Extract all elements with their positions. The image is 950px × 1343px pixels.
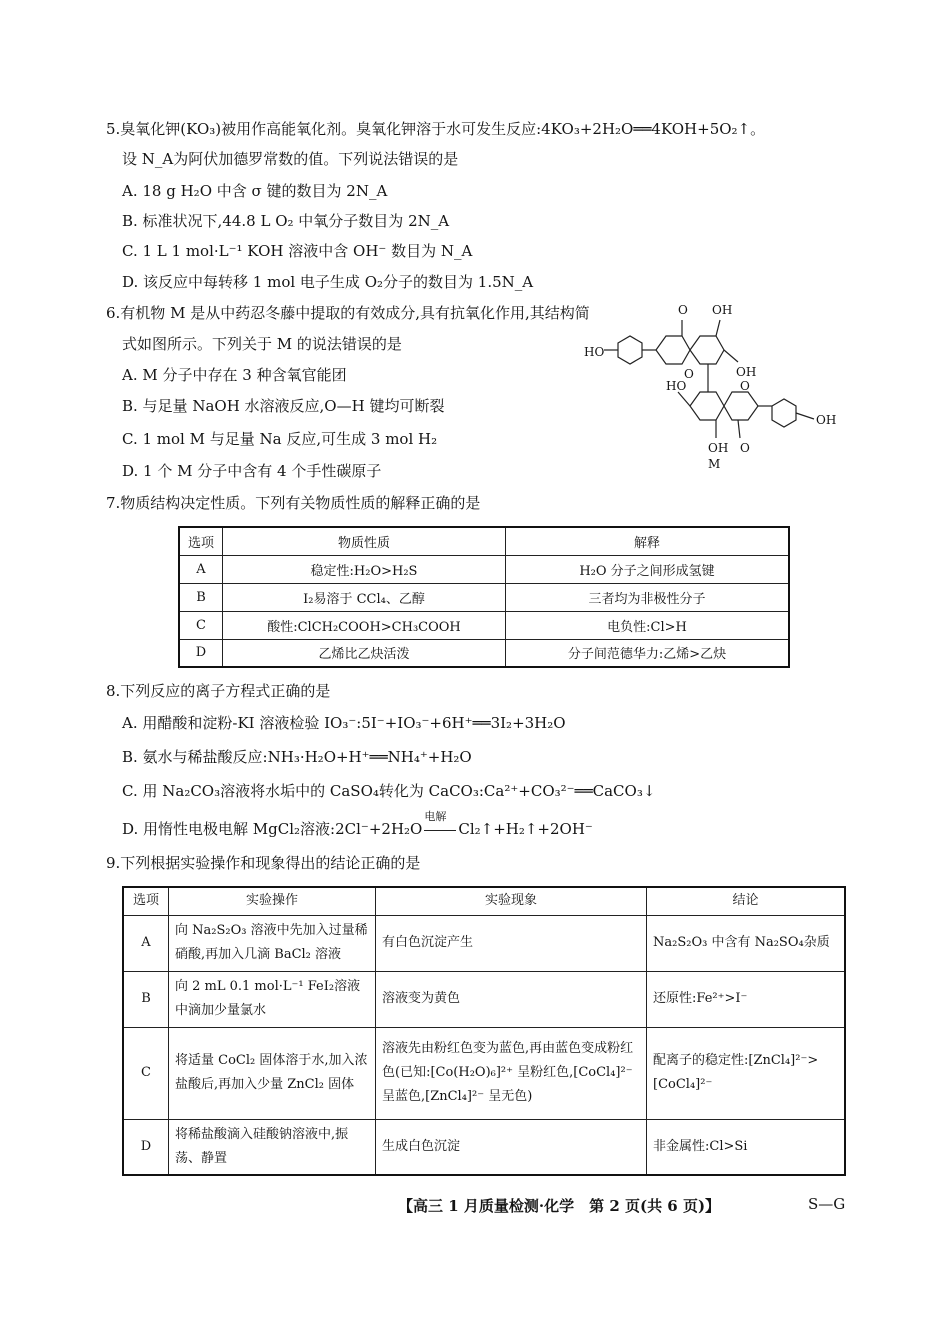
q9-header-conclusion: 结论 (647, 887, 846, 915)
struct-o-top: O (678, 303, 688, 317)
q7-cell: D (179, 639, 223, 667)
q9-cell: 溶液先由粉红色变为蓝色,再由蓝色变成粉红色(已知:[Co(H₂O)₆]²⁺ 呈粉红色,[CoCl₄]²⁻ 呈蓝色,[ZnCl₄]²⁻ 呈无色) (376, 1027, 647, 1119)
struct-oh-top: OH (712, 303, 733, 317)
struct-oh-mid: OH (736, 365, 757, 379)
q9-cell: 将适量 CoCl₂ 固体溶于水,加入浓盐酸后,再加入少量 ZnCl₂ 固体 (169, 1027, 376, 1119)
q7-cell: 酸性:ClCH₂COOH>CH₃COOH (223, 611, 506, 639)
q9-cell: 配离子的稳定性:[ZnCl₄]²⁻>[CoCl₄]²⁻ (647, 1027, 846, 1119)
q9-cell: 非金属性:Cl>Si (647, 1119, 846, 1175)
q8-option-a: A. 用醋酸和淀粉-KI 溶液检验 IO₃⁻:5I⁻+IO₃⁻+6H⁺══3I₂+3H₂O (122, 714, 566, 732)
q7-cell: 电负性:Cl>H (506, 611, 790, 639)
q9-cell: B (123, 971, 169, 1027)
q7-header-option: 选项 (179, 527, 223, 555)
q8-d-condition: 电解 (424, 810, 447, 823)
q5-option-a: A. 18 g H₂O 中含 σ 键的数目为 2N_A (122, 182, 388, 200)
q9-header-option: 选项 (123, 887, 169, 915)
struct-o-bottom: O (740, 441, 750, 455)
q9-cell: 生成白色沉淀 (376, 1119, 647, 1175)
q7-header-explanation: 解释 (506, 527, 790, 555)
struct-ho-left: HO (584, 345, 605, 359)
q9-cell: 溶液变为黄色 (376, 971, 647, 1027)
table-row (123, 1027, 845, 1119)
q6-option-b: B. 与足量 NaOH 水溶液反应,O—H 键均可断裂 (122, 397, 445, 415)
q6-stem-line2: 式如图所示。下列关于 M 的说法错误的是 (122, 335, 402, 353)
q6-stem-line1: 6.有机物 M 是从中药忍冬藤中提取的有效成分,具有抗氧化作用,其结构简 (106, 304, 590, 322)
q7-cell: 分子间范德华力:乙烯>乙炔 (506, 639, 790, 667)
q9-header-phenomenon: 实验现象 (376, 887, 647, 915)
table-row (123, 915, 845, 971)
q7-stem: 7.物质结构决定性质。下列有关物质性质的解释正确的是 (106, 494, 481, 512)
q7-table (178, 526, 790, 668)
q9-cell: D (123, 1119, 169, 1175)
q8-d-lhs: D. 用惰性电极电解 MgCl₂溶液:2Cl⁻+2H₂O (122, 820, 423, 838)
q7-cell: A (179, 555, 223, 583)
struct-o-ring-bottom: O (740, 379, 750, 393)
q9-header-operation: 实验操作 (169, 887, 376, 915)
struct-o-ring-top: O (684, 367, 694, 381)
struct-oh-right: OH (816, 413, 837, 427)
q7-cell: 乙烯比乙炔活泼 (223, 639, 506, 667)
q9-cell: 还原性:Fe²⁺>I⁻ (647, 971, 846, 1027)
table-row (179, 611, 789, 639)
table-row (179, 555, 789, 583)
table-row (123, 971, 845, 1027)
q6-option-d: D. 1 个 M 分子中含有 4 个手性碳原子 (122, 462, 382, 480)
q7-cell: 三者均为非极性分子 (506, 583, 790, 611)
q9-cell: C (123, 1027, 169, 1119)
q8-option-d (122, 810, 593, 840)
q5-stem-line1: 5.臭氧化钾(KO₃)被用作高能氧化剂。臭氧化钾溶于水可发生反应:4KO₃+2H₂O══4KOH+5O₂↑。 (106, 120, 766, 138)
q9-cell: 有白色沉淀产生 (376, 915, 647, 971)
q7-cell: C (179, 611, 223, 639)
q7-cell: 稳定性:H₂O>H₂S (223, 555, 506, 583)
q9-cell: A (123, 915, 169, 971)
q9-cell: 将稀盐酸滴入硅酸钠溶液中,振荡、静置 (169, 1119, 376, 1175)
q7-cell: H₂O 分子之间形成氢键 (506, 555, 790, 583)
q7-cell: B (179, 583, 223, 611)
q5-stem-line2: 设 N_A为阿伏加德罗常数的值。下列说法错误的是 (122, 150, 459, 168)
q5-option-c: C. 1 L 1 mol·L⁻¹ KOH 溶液中含 OH⁻ 数目为 N_A (122, 242, 473, 260)
q6-option-a: A. M 分子中存在 3 种含氧官能团 (122, 366, 347, 384)
q8-option-b: B. 氨水与稀盐酸反应:NH₃·H₂O+H⁺══NH₄⁺+H₂O (122, 748, 472, 766)
q7-cell: I₂易溶于 CCl₄、乙醇 (223, 583, 506, 611)
struct-label-m: M (708, 457, 721, 471)
table-row (179, 639, 789, 667)
table-row (123, 1119, 845, 1175)
q8-stem: 8.下列反应的离子方程式正确的是 (106, 682, 331, 700)
q5-option-d: D. 该反应中每转移 1 mol 电子生成 O₂分子的数目为 1.5N_A (122, 273, 534, 291)
struct-ho-mid: HO (666, 379, 687, 393)
footer-title: 【高三 1 月质量检测·化学 第 2 页(共 6 页)】 (398, 1197, 721, 1215)
q7-header-property: 物质性质 (223, 527, 506, 555)
struct-oh-bottom: OH (708, 441, 729, 455)
q9-table (122, 886, 846, 1176)
q9-cell: 向 2 mL 0.1 mol·L⁻¹ FeI₂溶液中滴加少量氯水 (169, 971, 376, 1027)
q8-option-c: C. 用 Na₂CO₃溶液将水垢中的 CaSO₄转化为 CaCO₃:Ca²⁺+CO₃²⁻══CaCO₃↓ (122, 782, 656, 800)
q9-stem: 9.下列根据实验操作和现象得出的结论正确的是 (106, 854, 421, 872)
q6-option-c: C. 1 mol M 与足量 Na 反应,可生成 3 mol H₂ (122, 430, 438, 448)
q8-d-rhs: Cl₂↑+H₂↑+2OH⁻ (458, 820, 593, 838)
footer-code: S—G (808, 1195, 846, 1213)
q9-cell: 向 Na₂S₂O₃ 溶液中先加入过量稀硝酸,再加入几滴 BaCl₂ 溶液 (169, 915, 376, 971)
q5-option-b: B. 标准状况下,44.8 L O₂ 中氧分子数目为 2N_A (122, 212, 450, 230)
molecule-m-structure (580, 298, 850, 478)
q9-cell: Na₂S₂O₃ 中含有 Na₂SO₄杂质 (647, 915, 846, 971)
q8-d-arrow (422, 810, 458, 840)
table-row (179, 583, 789, 611)
